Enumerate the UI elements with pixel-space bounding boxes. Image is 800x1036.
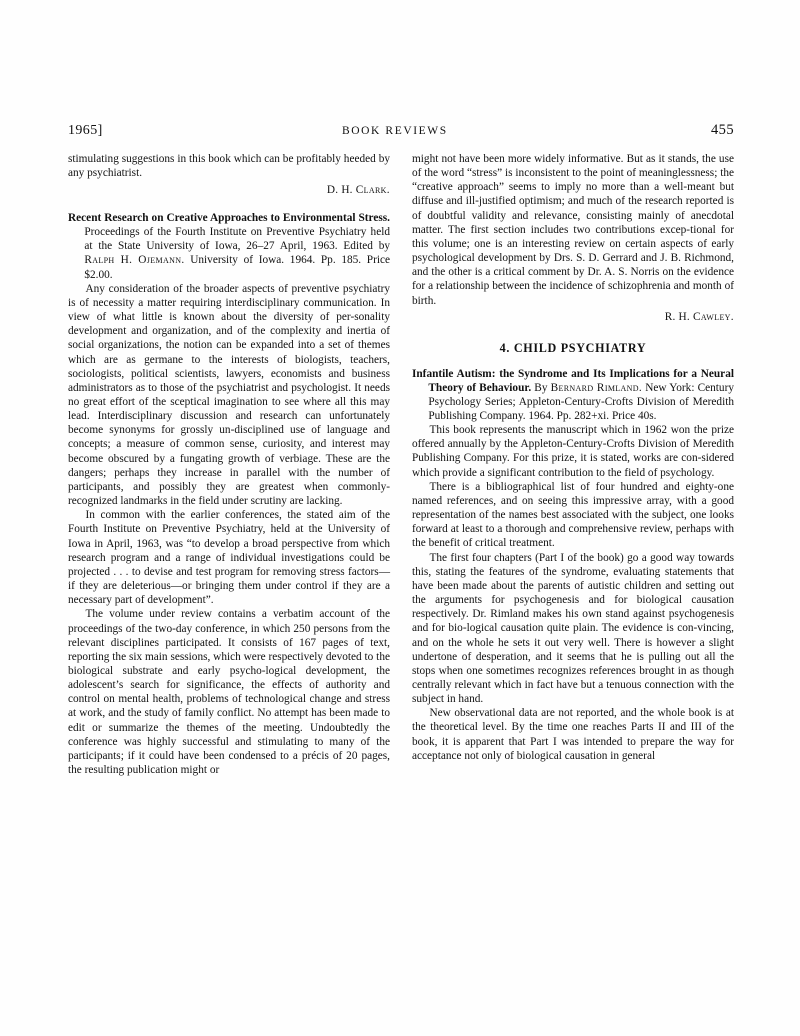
running-head <box>68 122 734 142</box>
book-imprint-before-author: Proceedings of the Fourth Institute on Preventive Psychiatry held at the State University of Iowa, 26–27 April, 1963. Edited by <box>84 226 390 253</box>
right-column <box>412 152 734 777</box>
signature-surname: Cawley. <box>692 311 734 324</box>
book-title: Infantile Autism: the Syndrome and Its Implications for a Neural Theory of Behaviour. <box>412 367 734 394</box>
signature-surname: Clark. <box>355 183 390 196</box>
signature-initials: D. H. <box>326 183 356 196</box>
paragraph-continued: might not have been more widely informative. But as it stands, the use of the word “stress” is inconsistent to the point of meaninglessness; the “creative approach” seems to imply no more than a well-meant but diffuse and ill-justified optimism; and much of the research reported is of doubtful validity and relevance, consisting mainly of anecdotal matter. The first section includes two contributions excep-tional for this volume; one is an interesting review on certain aspects of early psychological development by Drs. S. D. Gerrard and J. B. Richmond, and the other is a critical comment by Dr. A. S. Norris on the evidence for a relationship between the incidence of schizophrenia and month of birth. <box>412 153 734 307</box>
review-paragraph: This book represents the manuscript which in 1962 won the prize offered annually by the Appleton-Century-Crofts Division of Meredith Publishing Company. For this prize, it is stated, works are con-sidered which provide a significant contribution to the field of psychology. <box>412 424 734 479</box>
review-paragraph: There is a bibliographical list of four hundred and eighty-one named references, and on seeing this impressive array, with a good representation of the names best associated with the subject, one looks forward at least to a thorough and comprehensive review, perhaps with the benefit of critical treatment. <box>412 480 734 550</box>
review-paragraph: New observational data are not reported, and the whole book is at the theoretical level. By the time one reaches Parts II and III of the book, it is apparent that Part I was intended to prepare the way for acceptance not only of biological causation in general <box>412 707 734 762</box>
page-year: 1965] <box>68 123 103 138</box>
review-signature <box>68 180 390 198</box>
signature-initials: R. H. <box>664 311 693 324</box>
book-imprint-after-author: New York: Century Psychology Series; Appleton-Century-Crofts Division of Meredith Publishing Company. 1964. Pp. 282+xi. Price 40s. <box>428 381 734 422</box>
left-column <box>68 152 390 777</box>
review-paragraph: The volume under review contains a verbatim account of the proceedings of the two-day conference, in which 250 persons from the relevant disciplines participated. It consists of 167 pages of text, reporting the six main sessions, which were respectively devoted to the biological substrate and early psycho-logical development, the adolescent’s search for significance, the effects of authority and control on mental health, problems of technological change and stress at work, and the study of family conflict. No attempt has been made to edit or summarize the themes of the meeting. Undoubtedly the conference was highly successful and stimulating to many of the participants; if it could have been condensed to a précis of 20 pages, the resulting publication might or <box>68 608 390 777</box>
review-paragraph: In common with the earlier conferences, the stated aim of the Fourth Institute on Preventive Psychiatry, held at the University of Iowa in April, 1963, was “to develop a broad perspective from which research program and a range of individual investigations could be projected . . . to devise and test program for removing stress factors—if they are deleterious—or bringing them under control if they are a necessary part of development”. <box>68 509 390 607</box>
book-author: Ralph H. Ojemann. <box>84 254 185 267</box>
book-title: Recent Research on Creative Approaches to Environmental Stress. <box>68 211 390 224</box>
section-heading: 4. CHILD PSYCHIATRY <box>499 341 647 356</box>
review-paragraph: Any consideration of the broader aspects of preventive psychiatry is of necessity a matter requiring interdisciplinary communication. In view of what little is known about the diversity of per-sonality development and organization, and of the complexity and inertia of social organizations, the notion can be expanded into a set of themes which are as germane to the interests of biologists, teachers, sociologists, political scientists, lawyers, economists and business administrators as to those of the psychiatrist and psychologist. It needs no great effort of the sceptical imagination to see where all this may lead. Interdisciplinary discussion and research can unfortunately become synonyms for grossly un-disciplined use of language and concepts; a measure of common sense, curiosity, and interest may become obscured by a fungating growth of verbiage. These are the dangers; perhaps they increase in parallel with the number of participants, and possibly they are greatest when commonly-recognized landmarks in the field under scrutiny are lacking. <box>68 282 390 508</box>
book-entry-heading <box>412 367 734 424</box>
review-signature <box>412 308 734 326</box>
spacer <box>68 198 390 211</box>
review-paragraph: The first four chapters (Part I of the book) go a good way towards this, stating the features of the syndrome, evaluating statements that have been made about the parents of autistic children and setting out the arguments for psychogenesis and for biological causation respectively. Dr. Rimland makes his own stand against psychogenesis and for bio-logical causation quite plain. The evidence is con-vincing, and on the whole he sets it out very well. There is however a slight undertone of desperation, and it seems that he is pulling out all the stops when one sometimes recognizes references brought in as though centrally relevant which in fact have but a tenuous connection with the subject in hand. <box>412 551 734 706</box>
book-imprint-after-author: University of Iowa. 1964. Pp. 185. Price $2.00. <box>84 254 391 281</box>
page-number: 455 <box>711 122 734 138</box>
body-columns <box>68 152 734 777</box>
book-entry-heading <box>68 211 390 282</box>
book-imprint-before-author: By <box>531 381 551 394</box>
book-author: Bernard Rimland. <box>550 381 643 394</box>
page-title: BOOK REVIEWS <box>341 125 448 137</box>
paragraph-continued: stimulating suggestions in this book which can be profitably heeded by any psychiatrist. <box>68 153 390 180</box>
